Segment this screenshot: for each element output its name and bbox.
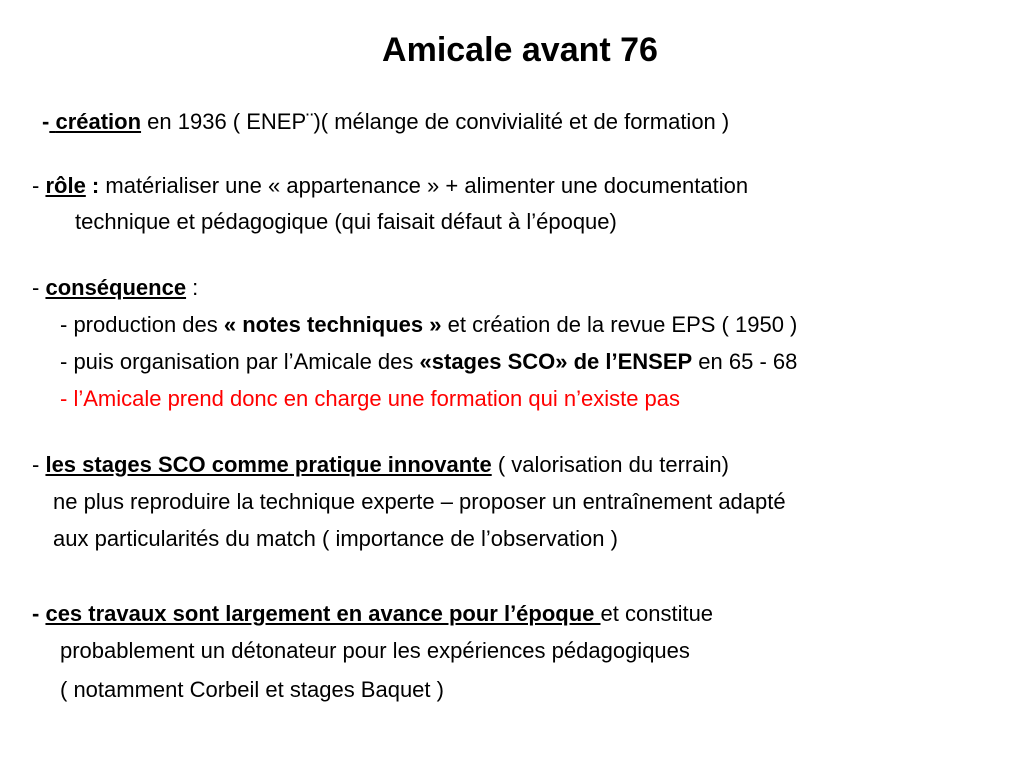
role-keyword: rôle — [45, 173, 86, 198]
consequence-item-1-suffix: et création de la revue EPS ( 1950 ) — [441, 312, 798, 337]
stages-text: ( valorisation du terrain) — [491, 452, 729, 477]
creation-text: en 1936 ( ENEP¨)( mélange de convivialité et de formation ) — [141, 109, 730, 134]
consequence-item-2-suffix: en 65 - 68 — [692, 349, 798, 374]
creation-line — [42, 108, 729, 136]
stages-line-2: aux particularités du match ( importance de l’observation ) — [53, 526, 618, 551]
consequence-item-2-prefix: - puis organisation par l’Amicale des — [60, 349, 420, 374]
slide-title: Amicale avant 76 — [382, 31, 658, 69]
stages-heading — [32, 451, 729, 479]
travaux-line-1: probablement un détonateur pour les expériences pédagogiques — [60, 638, 690, 663]
consequence-item-2-bold: «stages SCO» de l’ENSEP — [419, 349, 693, 374]
consequence-dash: - — [32, 275, 46, 300]
consequence-item-1 — [60, 311, 797, 339]
consequence-item-2 — [60, 348, 797, 376]
travaux-heading — [32, 600, 713, 628]
role-continuation: technique et pédagogique (qui faisait défaut à l’époque) — [75, 209, 617, 234]
travaux-dash: - — [32, 601, 46, 626]
consequence-item-1-prefix: - production des — [60, 312, 224, 337]
consequence-highlight: - l’Amicale prend donc en charge une formation qui n’existe pas — [60, 386, 681, 411]
role-colon: : — [85, 173, 100, 198]
travaux-line-2: ( notamment Corbeil et stages Baquet ) — [60, 677, 444, 702]
stages-line-1: ne plus reproduire la technique experte – proposer un entraînement adapté — [53, 489, 786, 514]
stages-keyword: les stages SCO comme pratique innovante — [45, 452, 492, 477]
creation-keyword: création — [55, 109, 142, 134]
role-text: matérialiser une « appartenance » + alimenter une documentation — [99, 173, 749, 198]
creation-dash: - — [42, 109, 50, 134]
consequence-colon: : — [186, 275, 199, 300]
consequence-item-1-bold: « notes techniques » — [223, 312, 442, 337]
role-dash: - — [32, 173, 46, 198]
stages-dash: - — [32, 452, 46, 477]
consequence-heading — [32, 274, 198, 302]
travaux-keyword: ces travaux sont largement en avance pour l’époque — [45, 601, 601, 626]
consequence-keyword: conséquence — [45, 275, 187, 300]
travaux-text: et constitue — [600, 601, 714, 626]
role-line — [32, 172, 748, 200]
